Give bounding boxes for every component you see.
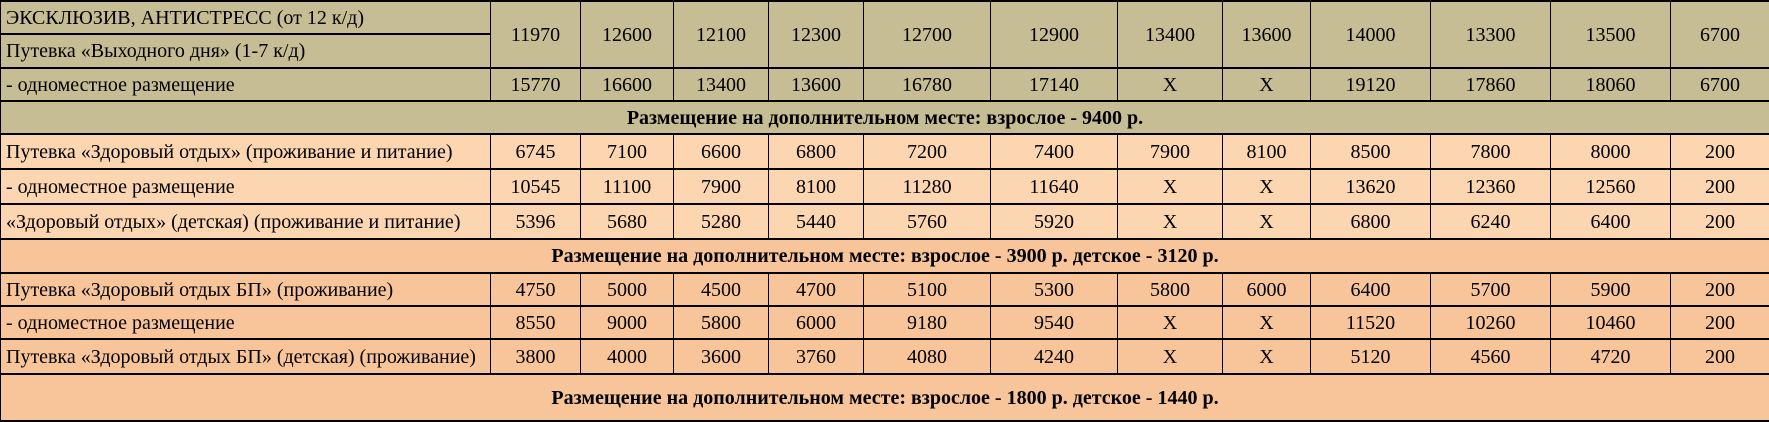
price-cell: 12900 bbox=[991, 1, 1118, 68]
price-cell: 13400 bbox=[1118, 1, 1223, 68]
price-cell: 16600 bbox=[581, 68, 674, 101]
price-cell: 6700 bbox=[1671, 68, 1769, 101]
price-cell: 6400 bbox=[1311, 273, 1431, 306]
price-cell: 4720 bbox=[1551, 339, 1671, 374]
row-label-weekend-voucher: Путевка «Выходного дня» (1-7 к/д) bbox=[1, 34, 491, 68]
price-cell: 5700 bbox=[1431, 273, 1551, 306]
banner-note-additional-place-3: Размещение на дополнительном месте: взрослое - 1800 р. детское - 1440 р. bbox=[1, 374, 1769, 421]
price-cell: 5900 bbox=[1551, 273, 1671, 306]
price-cell: 6600 bbox=[674, 134, 769, 169]
price-cell: 5120 bbox=[1311, 339, 1431, 374]
price-cell: 12100 bbox=[674, 1, 769, 68]
price-cell: 6400 bbox=[1551, 204, 1671, 239]
price-cell: X bbox=[1223, 306, 1311, 339]
table-row-single-occupancy-1 bbox=[1, 68, 1769, 101]
price-cell: 13400 bbox=[674, 68, 769, 101]
price-cell: 6800 bbox=[1311, 204, 1431, 239]
table-row-single-occupancy-2 bbox=[1, 169, 1769, 204]
price-cell: 11520 bbox=[1311, 306, 1431, 339]
table-row-single-occupancy-3 bbox=[1, 306, 1769, 339]
price-cell: 4240 bbox=[991, 339, 1118, 374]
row-label-exclusive-antistress: ЭКСКЛЮЗИВ, АНТИСТРЕСС (от 12 к/д) bbox=[1, 1, 491, 34]
row-label-single-occupancy: - одноместное размещение bbox=[1, 169, 491, 204]
price-cell: X bbox=[1118, 306, 1223, 339]
price-cell: 5396 bbox=[491, 204, 581, 239]
price-cell: X bbox=[1118, 68, 1223, 101]
price-cell: X bbox=[1223, 68, 1311, 101]
price-cell: 9000 bbox=[581, 306, 674, 339]
price-cell: 4700 bbox=[769, 273, 864, 306]
price-cell: 4080 bbox=[864, 339, 991, 374]
price-cell: 7200 bbox=[864, 134, 991, 169]
table-row-healthy-rest-bp-child bbox=[1, 339, 1769, 374]
price-cell: 8500 bbox=[1311, 134, 1431, 169]
price-cell: 17860 bbox=[1431, 68, 1551, 101]
price-cell: 5760 bbox=[864, 204, 991, 239]
price-cell: 10260 bbox=[1431, 306, 1551, 339]
price-cell: 13300 bbox=[1431, 1, 1551, 68]
banner-row-additional-place-1 bbox=[1, 101, 1769, 134]
price-cell: 4750 bbox=[491, 273, 581, 306]
price-cell: 7900 bbox=[674, 169, 769, 204]
price-cell: X bbox=[1118, 169, 1223, 204]
price-cell: 3800 bbox=[491, 339, 581, 374]
table-row-healthy-rest bbox=[1, 134, 1769, 169]
price-cell: 14000 bbox=[1311, 1, 1431, 68]
price-cell: 10460 bbox=[1551, 306, 1671, 339]
price-cell: 12700 bbox=[864, 1, 991, 68]
table-row-healthy-rest-bp bbox=[1, 273, 1769, 306]
price-cell: 10545 bbox=[491, 169, 581, 204]
price-cell: 8000 bbox=[1551, 134, 1671, 169]
price-cell: 19120 bbox=[1311, 68, 1431, 101]
price-cell: 6000 bbox=[769, 306, 864, 339]
row-label-single-occupancy: - одноместное размещение bbox=[1, 306, 491, 339]
price-cell: X bbox=[1118, 339, 1223, 374]
price-cell: 3600 bbox=[674, 339, 769, 374]
price-cell: X bbox=[1118, 204, 1223, 239]
price-cell: 6700 bbox=[1671, 1, 1769, 68]
price-cell: 4560 bbox=[1431, 339, 1551, 374]
price-cell: 5800 bbox=[1118, 273, 1223, 306]
price-cell: 6240 bbox=[1431, 204, 1551, 239]
price-cell: 11100 bbox=[581, 169, 674, 204]
price-cell: 200 bbox=[1671, 169, 1769, 204]
price-cell: 18060 bbox=[1551, 68, 1671, 101]
price-cell: 12560 bbox=[1551, 169, 1671, 204]
price-cell: 12300 bbox=[769, 1, 864, 68]
price-cell: 6800 bbox=[769, 134, 864, 169]
price-cell: 8550 bbox=[491, 306, 581, 339]
price-cell: 6000 bbox=[1223, 273, 1311, 306]
row-label-single-occupancy: - одноместное размещение bbox=[1, 68, 491, 101]
price-cell: 5280 bbox=[674, 204, 769, 239]
price-cell: X bbox=[1223, 169, 1311, 204]
price-cell: 200 bbox=[1671, 204, 1769, 239]
price-cell: 15770 bbox=[491, 68, 581, 101]
banner-row-additional-place-2 bbox=[1, 239, 1769, 273]
price-cell: 11640 bbox=[991, 169, 1118, 204]
price-cell: 13600 bbox=[769, 68, 864, 101]
row-label-healthy-rest-child: «Здоровый отдых» (детская) (проживание и питание) bbox=[1, 204, 491, 239]
price-cell: 7900 bbox=[1118, 134, 1223, 169]
banner-note-additional-place-2: Размещение на дополнительном месте: взрослое - 3900 р. детское - 3120 р. bbox=[1, 239, 1769, 273]
price-cell: 17140 bbox=[991, 68, 1118, 101]
price-cell: 12600 bbox=[581, 1, 674, 68]
price-cell: 5000 bbox=[581, 273, 674, 306]
price-cell: 5100 bbox=[864, 273, 991, 306]
price-cell: 5920 bbox=[991, 204, 1118, 239]
price-cell: 16780 bbox=[864, 68, 991, 101]
price-cell: 12360 bbox=[1431, 169, 1551, 204]
price-cell: 7800 bbox=[1431, 134, 1551, 169]
price-cell: 4000 bbox=[581, 339, 674, 374]
row-label-healthy-rest-bp-child: Путевка «Здоровый отдых БП» (детская) (проживание) bbox=[1, 339, 491, 374]
price-cell: 200 bbox=[1671, 134, 1769, 169]
price-cell: 9180 bbox=[864, 306, 991, 339]
price-cell: 8100 bbox=[1223, 134, 1311, 169]
banner-row-additional-place-3 bbox=[1, 374, 1769, 421]
row-label-healthy-rest: Путевка «Здоровый отдых» (проживание и питание) bbox=[1, 134, 491, 169]
price-cell: 5300 bbox=[991, 273, 1118, 306]
price-cell: 200 bbox=[1671, 339, 1769, 374]
price-cell: 3760 bbox=[769, 339, 864, 374]
price-cell: 5680 bbox=[581, 204, 674, 239]
price-cell: 13500 bbox=[1551, 1, 1671, 68]
banner-note-additional-place-1: Размещение на дополнительном месте: взрослое - 9400 р. bbox=[1, 101, 1769, 134]
price-cell: 5440 bbox=[769, 204, 864, 239]
table-row-healthy-rest-child bbox=[1, 204, 1769, 239]
price-cell: 200 bbox=[1671, 306, 1769, 339]
price-cell: X bbox=[1223, 339, 1311, 374]
price-cell: 13620 bbox=[1311, 169, 1431, 204]
price-cell: 9540 bbox=[991, 306, 1118, 339]
price-cell: 11280 bbox=[864, 169, 991, 204]
price-cell: 6745 bbox=[491, 134, 581, 169]
table-row-exclusive-antistress bbox=[1, 1, 1769, 34]
price-cell: 8100 bbox=[769, 169, 864, 204]
price-cell: 5800 bbox=[674, 306, 769, 339]
price-cell: 7400 bbox=[991, 134, 1118, 169]
price-cell: 11970 bbox=[491, 1, 581, 68]
price-cell: 7100 bbox=[581, 134, 674, 169]
price-cell: X bbox=[1223, 204, 1311, 239]
price-cell: 13600 bbox=[1223, 1, 1311, 68]
price-cell: 4500 bbox=[674, 273, 769, 306]
row-label-healthy-rest-bp: Путевка «Здоровый отдых БП» (проживание) bbox=[1, 273, 491, 306]
price-cell: 200 bbox=[1671, 273, 1769, 306]
